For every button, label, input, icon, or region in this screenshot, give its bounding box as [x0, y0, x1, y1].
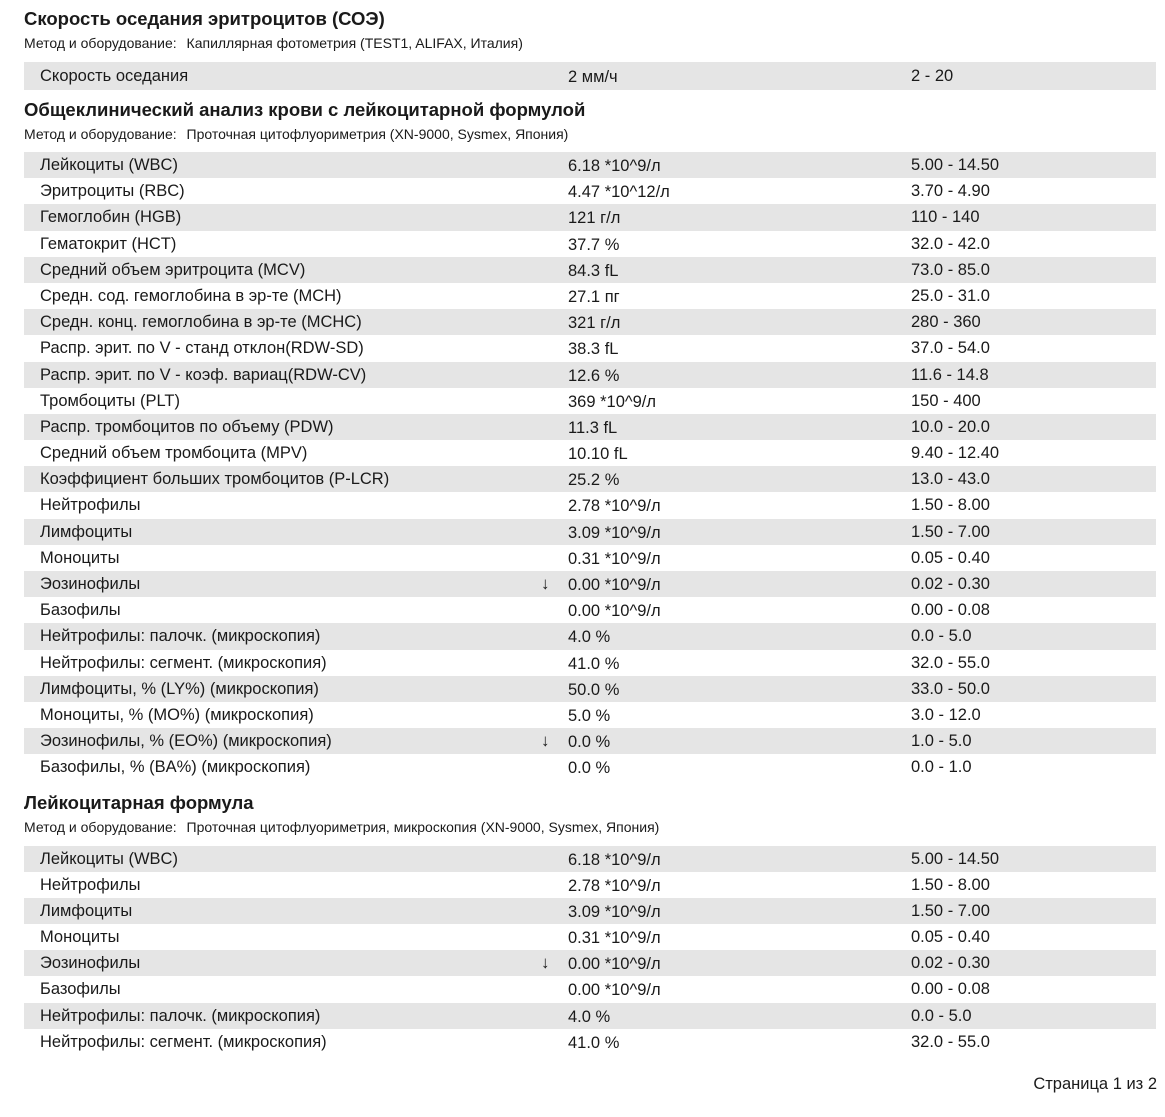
reference-range: 0.00 - 0.08 — [911, 980, 990, 999]
result-value: 369 *10^9/л — [568, 392, 657, 411]
reference-range: 11.6 - 14.8 — [911, 365, 989, 384]
reference-range: 33.0 - 50.0 — [911, 679, 990, 698]
table-row — [24, 231, 1156, 257]
test-name: Нейтрофилы: палочк. (микроскопия) — [40, 1006, 321, 1025]
reference-range: 32.0 - 55.0 — [911, 653, 990, 672]
results-table — [24, 62, 1156, 90]
result-value: 27.1 пг — [568, 287, 620, 306]
test-name: Моноциты — [40, 548, 120, 567]
table-row — [24, 545, 1156, 571]
reference-range: 1.50 - 7.00 — [911, 522, 990, 541]
table-row — [24, 492, 1156, 518]
reference-range: 73.0 - 85.0 — [911, 260, 990, 279]
method-label: Метод и оборудование: — [24, 35, 177, 51]
result-value: 0.0 % — [568, 733, 611, 752]
method-label: Метод и оборудование: — [24, 818, 177, 835]
result-value: 6.18 *10^9/л — [568, 157, 661, 175]
result-value: 4.0 % — [568, 1007, 611, 1026]
table-row — [24, 178, 1156, 204]
test-name: Эритроциты (RBC) — [40, 182, 185, 201]
table-row — [24, 1003, 1156, 1029]
test-name: Средн. сод. гемоглобина в эр-те (MCH) — [40, 286, 342, 305]
test-name: Нейтрофилы: палочк. (микроскопия) — [40, 627, 321, 646]
result-value: 0.00 *10^9/л — [568, 981, 661, 1000]
result-value: 0.00 *10^9/л — [568, 955, 661, 974]
test-name: Нейтрофилы — [40, 875, 141, 894]
table-row — [24, 728, 1156, 754]
table-row — [24, 362, 1156, 388]
test-name: Распр. тромбоцитов по объему (PDW) — [40, 417, 334, 436]
reference-range: 3.70 - 4.90 — [911, 182, 990, 201]
result-value: 3.09 *10^9/л — [568, 523, 661, 542]
result-value: 2 мм/ч — [568, 68, 618, 86]
result-value: 0.31 *10^9/л — [568, 929, 661, 948]
reference-range: 0.0 - 5.0 — [911, 627, 972, 646]
reference-range: 10.0 - 20.0 — [911, 417, 990, 436]
test-name: Средний объем эритроцита (MCV) — [40, 260, 306, 279]
method-line — [24, 125, 1156, 143]
table-row — [24, 754, 1156, 780]
table-row — [24, 309, 1156, 335]
test-name: Базофилы — [40, 601, 121, 620]
test-name: Нейтрофилы: сегмент. (микроскопия) — [40, 1032, 327, 1051]
reference-range: 0.02 - 0.30 — [911, 954, 990, 973]
section-title: Общеклинический анализ крови с лейкоцитарной формулой — [24, 99, 586, 120]
reference-range: 110 - 140 — [911, 208, 980, 227]
table-row — [24, 597, 1156, 623]
result-value: 2.78 *10^9/л — [568, 497, 661, 516]
reference-range: 280 - 360 — [911, 313, 981, 332]
reference-range: 2 - 20 — [911, 67, 954, 85]
results-table — [24, 846, 1156, 1056]
method-value: Проточная цитофлуориметрия (XN-9000, Sysmex, Япония) — [186, 126, 569, 142]
report-page — [24, 8, 1156, 1055]
table-row — [24, 650, 1156, 676]
result-value: 4.0 % — [568, 628, 611, 647]
table-row — [24, 204, 1156, 230]
reference-range: 3.0 - 12.0 — [911, 705, 981, 724]
method-value: Капиллярная фотометрия (TEST1, ALIFAX, Италия) — [186, 35, 523, 51]
test-name: Эозинофилы — [40, 954, 141, 973]
table-row — [24, 335, 1156, 361]
test-name: Моноциты — [40, 928, 120, 947]
table-row — [24, 846, 1156, 872]
test-name: Лейкоциты (WBC) — [40, 849, 178, 868]
test-name: Базофилы — [40, 980, 121, 999]
table-row — [24, 257, 1156, 283]
table-row — [24, 676, 1156, 702]
method-label: Метод и оборудование: — [24, 126, 177, 142]
reference-range: 0.00 - 0.08 — [911, 601, 990, 620]
reference-range: 0.0 - 5.0 — [911, 1006, 972, 1025]
test-name: Скорость оседания — [40, 67, 189, 85]
test-name: Тромбоциты (PLT) — [40, 391, 180, 410]
test-name: Нейтрофилы: сегмент. (микроскопия) — [40, 653, 327, 672]
result-value: 121 г/л — [568, 209, 621, 228]
table-row — [24, 924, 1156, 950]
reference-range: 32.0 - 42.0 — [911, 234, 990, 253]
section-cbc — [24, 99, 1156, 781]
reference-range: 150 - 400 — [911, 391, 981, 410]
low-flag-icon: ↓ — [541, 731, 550, 751]
result-value: 10.10 fL — [568, 445, 628, 464]
test-name: Средний объем тромбоцита (MPV) — [40, 444, 308, 463]
table-row — [24, 950, 1156, 976]
table-row — [24, 152, 1156, 178]
result-value: 321 г/л — [568, 314, 621, 333]
test-name: Гематокрит (HCT) — [40, 234, 177, 253]
reference-range: 1.0 - 5.0 — [911, 732, 972, 751]
table-row — [24, 62, 1156, 90]
result-value: 50.0 % — [568, 680, 620, 699]
reference-range: 25.0 - 31.0 — [911, 286, 990, 305]
test-name: Нейтрофилы — [40, 496, 141, 515]
result-value: 2.78 *10^9/л — [568, 876, 661, 895]
test-name: Базофилы, % (BA%) (микроскопия) — [40, 758, 311, 777]
result-value: 3.09 *10^9/л — [568, 902, 661, 921]
result-value: 5.0 % — [568, 706, 611, 725]
result-value: 37.7 % — [568, 235, 620, 254]
test-name: Моноциты, % (MO%) (микроскопия) — [40, 705, 314, 724]
table-row — [24, 440, 1156, 466]
reference-range: 0.05 - 0.40 — [911, 928, 990, 947]
method-line — [24, 818, 1156, 836]
test-name: Средн. конц. гемоглобина в эр-те (MCHC) — [40, 313, 362, 332]
reference-range: 32.0 - 55.0 — [911, 1032, 990, 1051]
reference-range: 9.40 - 12.40 — [911, 444, 1000, 463]
section-leukocyte-formula — [24, 792, 1156, 1056]
table-row — [24, 466, 1156, 492]
result-value: 0.00 *10^9/л — [568, 602, 661, 621]
reference-range: 0.0 - 1.0 — [911, 758, 972, 777]
reference-range: 1.50 - 8.00 — [911, 496, 990, 515]
reference-range: 13.0 - 43.0 — [911, 470, 990, 489]
result-value: 0.0 % — [568, 759, 611, 778]
result-value: 0.00 *10^9/л — [568, 576, 661, 594]
method-line — [24, 34, 1156, 52]
test-name: Распр. эрит. по V - станд отклон(RDW-SD) — [40, 339, 364, 358]
result-value: 0.31 *10^9/л — [568, 549, 661, 568]
test-name: Распр. эрит. по V - коэф. вариац(RDW-CV) — [40, 365, 367, 384]
result-value: 38.3 fL — [568, 340, 619, 359]
reference-range: 0.02 - 0.30 — [911, 575, 990, 593]
test-name: Эозинофилы — [40, 575, 141, 593]
reference-range: 5.00 - 14.50 — [911, 849, 1000, 868]
table-row — [24, 388, 1156, 414]
table-row — [24, 414, 1156, 440]
page-number: Страница 1 из 2 — [1033, 1075, 1157, 1093]
low-flag-icon: ↓ — [541, 574, 550, 593]
section-title: Скорость оседания эритроцитов (СОЭ) — [24, 8, 385, 29]
low-flag-icon: ↓ — [541, 953, 550, 973]
result-value: 41.0 % — [568, 654, 620, 673]
test-name: Лимфоциты — [40, 522, 133, 541]
table-row — [24, 283, 1156, 309]
test-name: Лейкоциты (WBC) — [40, 156, 178, 174]
table-row — [24, 976, 1156, 1002]
test-name: Коэффициент больших тромбоцитов (P-LCR) — [40, 470, 390, 489]
section-esr — [24, 8, 1156, 90]
table-row — [24, 1029, 1156, 1055]
table-row — [24, 872, 1156, 898]
test-name: Гемоглобин (HGB) — [40, 208, 182, 227]
reference-range: 0.05 - 0.40 — [911, 548, 990, 567]
test-name: Эозинофилы, % (EO%) (микроскопия) — [40, 732, 332, 751]
result-value: 4.47 *10^12/л — [568, 183, 670, 202]
table-row — [24, 623, 1156, 649]
result-value: 12.6 % — [568, 366, 620, 385]
result-value: 25.2 % — [568, 471, 620, 490]
reference-range: 37.0 - 54.0 — [911, 339, 990, 358]
table-row — [24, 702, 1156, 728]
result-value: 41.0 % — [568, 1033, 620, 1052]
section-title: Лейкоцитарная формула — [24, 791, 254, 813]
reference-range: 5.00 - 14.50 — [911, 156, 1000, 174]
test-name: Лимфоциты, % (LY%) (микроскопия) — [40, 679, 319, 698]
table-row — [24, 571, 1156, 597]
result-value: 84.3 fL — [568, 261, 619, 280]
reference-range: 1.50 - 7.00 — [911, 901, 990, 920]
test-name: Лимфоциты — [40, 901, 133, 920]
method-value: Проточная цитофлуориметрия, микроскопия (XN-9000, Sysmex, Япония) — [186, 818, 660, 835]
results-table — [24, 152, 1156, 781]
table-row — [24, 898, 1156, 924]
table-row — [24, 519, 1156, 545]
result-value: 6.18 *10^9/л — [568, 850, 661, 869]
result-value: 11.3 fL — [568, 418, 618, 437]
reference-range: 1.50 - 8.00 — [911, 875, 990, 894]
